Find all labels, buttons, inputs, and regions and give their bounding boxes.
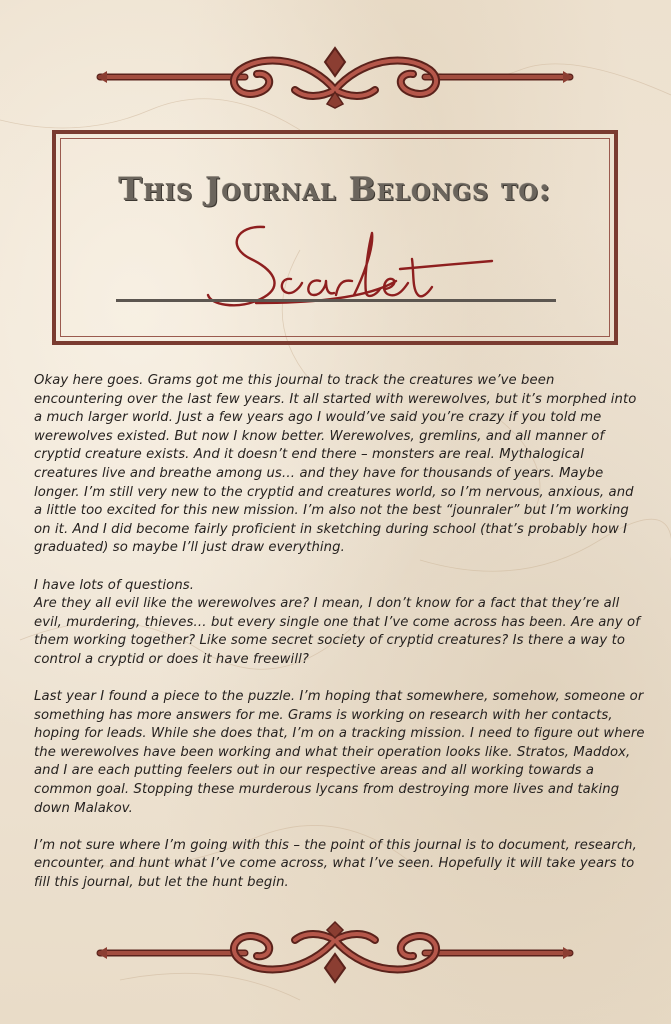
journal-paragraph-questions-heading: I have lots of questions. (34, 577, 195, 593)
nameplate-frame (52, 130, 618, 345)
journal-entry (34, 372, 646, 911)
signature-line (116, 299, 556, 302)
journal-paragraph-closing: I’m not sure where I’m going with this – the point of this journal is to document, research, encounter, and hunt what I’ve come across, what I’ve seen. Hopefully it will take years to fill this journal, but let the hunt begin. (34, 837, 637, 891)
journal-paragraph-intro: Okay here goes. Grams got me this journal to track the creatures we’ve been encountering over the last few years. It all started with werewolves, but it’s morphed into a much larger world. Just a few years ago I would’ve said you’re crazy if you told me werewolves existed. But now I know better. Werewolves, gremlins, and all manner of cryptid creature exists. And it doesn’t end there – monsters are real. Mythalogical creatures live and breathe among us… and they have for thousands of years. Maybe longer. I’m still very new to the cryptid and creatures world, so I’m nervous, anxious, and a little too excited for this new mission. I’m also not the best “jounraler” but I’m working on it. And I did become fairly proficient in sketching during school (that’s probably how I graduated) so maybe I’ll just draw everything. (34, 373, 637, 556)
bottom-ornament (95, 920, 575, 990)
journal-paragraph-questions: Are they all evil like the werewolves are? I mean, I don’t know for a fact that they’re all evil, murdering, thieves… but every single one that I’ve come across has been. Are any of them working together? Like some secret society of cryptid creatures? Is there a way to control a cryptid or does it have freewill? (34, 596, 640, 667)
journal-paragraph-mission: Last year I found a piece to the puzzle. I’m hoping that somewhere, somehow, someone or something has more answers for me. Grams is working on research with her contacts, hoping for leads. While she does that, I’m on a tracking mission. I need to figure out where the werewolves have been working and what their operation looks like. Stratos, Maddox, and I are each putting feelers out in our respective areas and all working towards a common goal. Stopping these murderous lycans from destroying more lives and taking down Malakov. (34, 689, 645, 816)
top-ornament (95, 40, 575, 110)
nameplate-title: This Journal Belongs to: (118, 170, 552, 208)
owner-signature (196, 219, 496, 319)
